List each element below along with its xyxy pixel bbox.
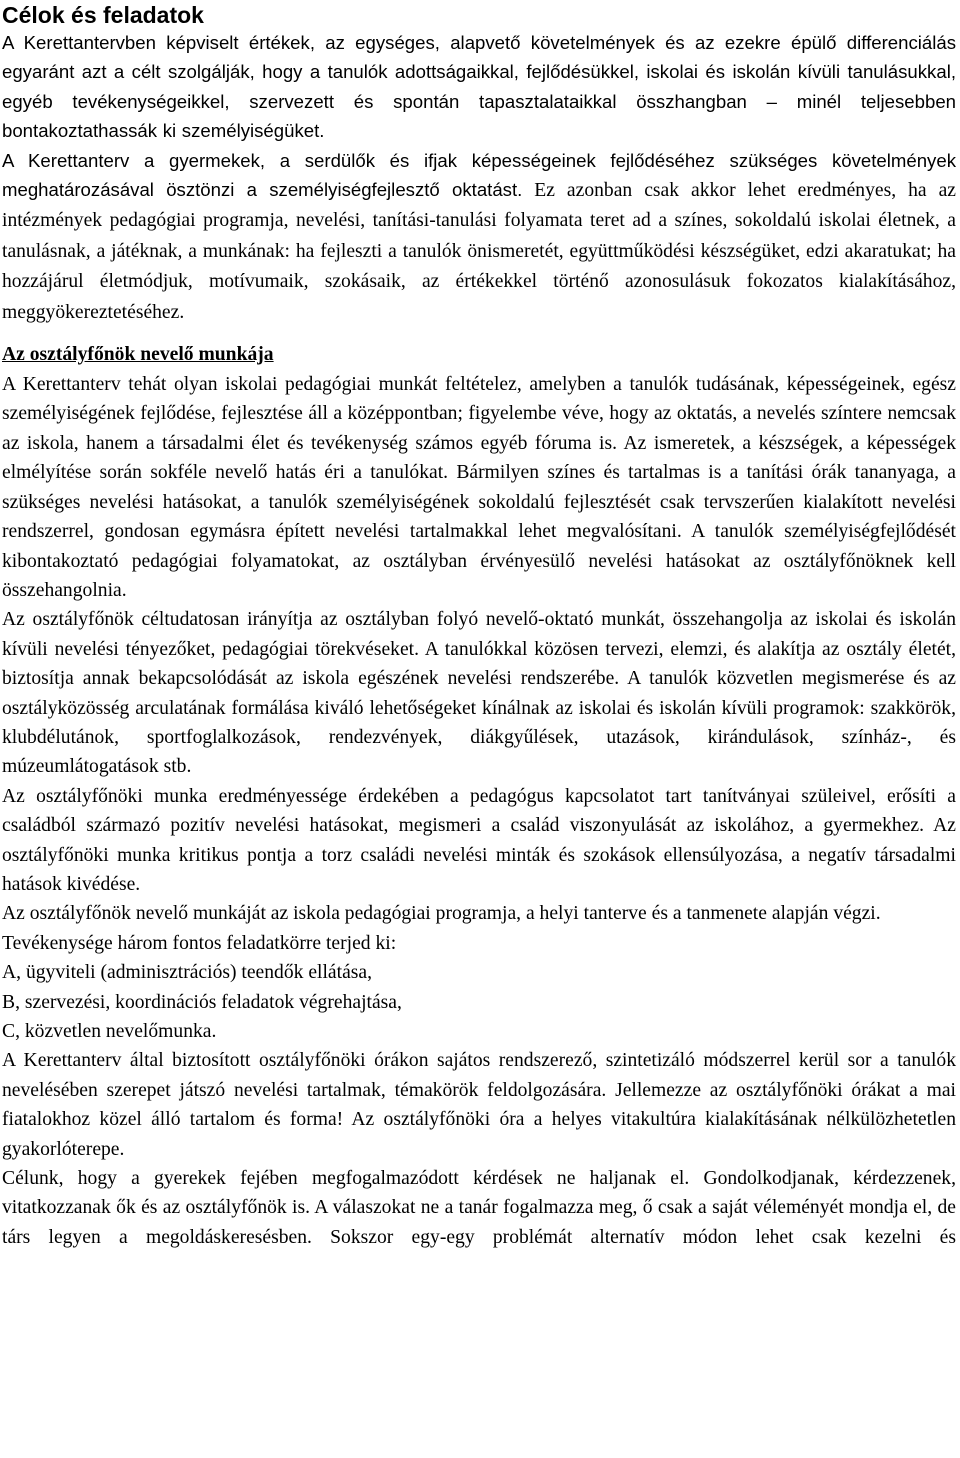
task-list-item-a: A, ügyviteli (adminisztrációs) teendők ellátása, <box>2 962 372 984</box>
closing-paragraph-1: A Kerettanterv által biztosított osztályfőnöki órákon sajátos rendszerező, szintetizáló módszerrel kerül sor a tanulók nevelésében szerepet játszó nevelési tartalmak, témakörök feldolgozására. Jellemezze az osztályfőnöki órákat a mai fiatalokhoz közel álló tartalom és forma! Az osztályfőnöki óra a helyes vitakultúra kialakításának nélkülözhetetlen gyakorlóterepe. <box>2 1050 956 1160</box>
task-list-item-c: C, közvetlen nevelőmunka. <box>2 1021 217 1042</box>
closing-paragraph-2: Célunk, hogy a gyerekek fejében megfogalmazódott kérdések ne haljanak el. Gondolkodjanak, kérdezzenek, vitatkozzanak ők és az osztályfőnök is. A válaszokat ne a tanár fogalmazza meg, ő csak a saját véleményét mondja el, de társ legyen a megoldáskeresésben. Sokszor egy-egy problémát alternatív módon lehet csak kezelni és <box>2 1168 956 1248</box>
section-paragraph-4: Az osztályfőnök nevelő munkáját az iskola pedagógiai programja, a helyi tanterve és a tanmenete alapján végzi. <box>2 903 881 925</box>
section-paragraph-3: Az osztályfőnöki munka eredményessége érdekében a pedagógus kapcsolatot tart tanítványai szüleivel, erősíti a családból származó pozitív nevelési hatásokat, megismeri a család viszonyulását az iskolához, a gyermekhez. Az osztályfőnöki munka kritikus pontja a torz családi nevelési minták és szokások ellensúlyozása, a negatív társadalmi hatások kivédése. <box>2 785 956 895</box>
intro-paragraph-2-serif: Ez azonban csak akkor lehet eredményes, ha az intézmények pedagógiai programja, nevelési, tanítási-tanulási folyamata teret ad a színes, sokoldalú iskolai életnek, a tanulásnak, a játéknak, a munkának: ha fejleszti a tanulók önismeretét, együttműködési készségüket, edzi akaratukat; ha hozzájárul életmódjuk, motívumaik, szokásaik, az értékekkel történő azonosulásuk fokozatos kialakításához, meggyökereztetéséhez. <box>2 180 956 323</box>
intro-paragraph-1: A Kerettantervben képviselt értékek, az egységes, alapvető követelmények és az ezekre épülő differenciálás egyaránt azt a célt szolgálják, hogy a tanulók adottságaikkal, fejlődésükkel, iskolai és iskolán kívüli tanulásukkal, egyéb tevékenységeikkel, szervezett és spontán tapasztalataikkal összhangban – minél teljesebben bontakoztathassák ki személyiségüket. <box>2 32 956 142</box>
section-paragraph-1: A Kerettanterv tehát olyan iskolai pedagógiai munkát feltételez, amelyben a tanulók tudásának, képességeinek, egész személyiségének fejlődése, fejlesztése áll a középpontban; figyelembe véve, hogy az oktatás, a nevelés színtere nemcsak az iskola, hanem a társadalmi élet és tevékenység számos egyéb fóruma is. Az ismeretek, a készségek, a képességek elmélyítése során sokféle nevelő hatás éri a tanulókat. Bármilyen színes és tartalmas is a tanítási órák tananyaga, a szükséges nevelési hatásokat, a tanulók személyiségének sokoldalú fejlesztését csak tervszerűen kialakított nevelési rendszerrel, gondosan egymásra épített nevelési tartalmakkal lehet megvalósítani. A tanulók személyiségfejlődését kibontakoztató pedagógiai folyamatokat, az osztályban érvényesülő nevelési hatásokat az osztályfőnöknek kell összehangolnia. <box>2 374 956 601</box>
section-heading: Az osztályfőnök nevelő munkája <box>2 344 274 366</box>
intro-paragraph-2-sans: A Kerettanterv a gyermekek, a serdülők és ifjak képességeinek fejlődéséhez szükséges követelmények meghatározásával ösztönzi a személyiségfejlesztő oktatást. <box>2 149 956 201</box>
task-list-item-b: B, szervezési, koordinációs feladatok végrehajtása, <box>2 991 402 1013</box>
page-title: Célok és feladatok <box>2 2 204 28</box>
section-paragraph-2: Az osztályfőnök céltudatosan irányítja az osztályban folyó nevelő-oktató munkát, összehangolja az iskolai és iskolán kívüli nevelési tényezőket, pedagógiai törekvéseket. A tanulókkal közösen tervezi, elemzi, és alakítja az osztály életét, biztosítja annak bekapcsolódását az iskola egészének nevelési rendszerébe. A tanulók közvetlen megismerése és az osztályközösség arculatának formálása kiváló lehetőségeket kínálnak az iskolai és iskolán kívüli programok: szakkörök, klubdélutánok, sportfoglalkozások, rendezvények, diákgyűlések, utazások, kirándulások, színház-, és múzeumlátogatások stb. <box>2 609 956 778</box>
task-list-intro: Tevékenysége három fontos feladatkörre terjed ki: <box>2 932 397 954</box>
intro-paragraph-2 <box>2 146 956 327</box>
